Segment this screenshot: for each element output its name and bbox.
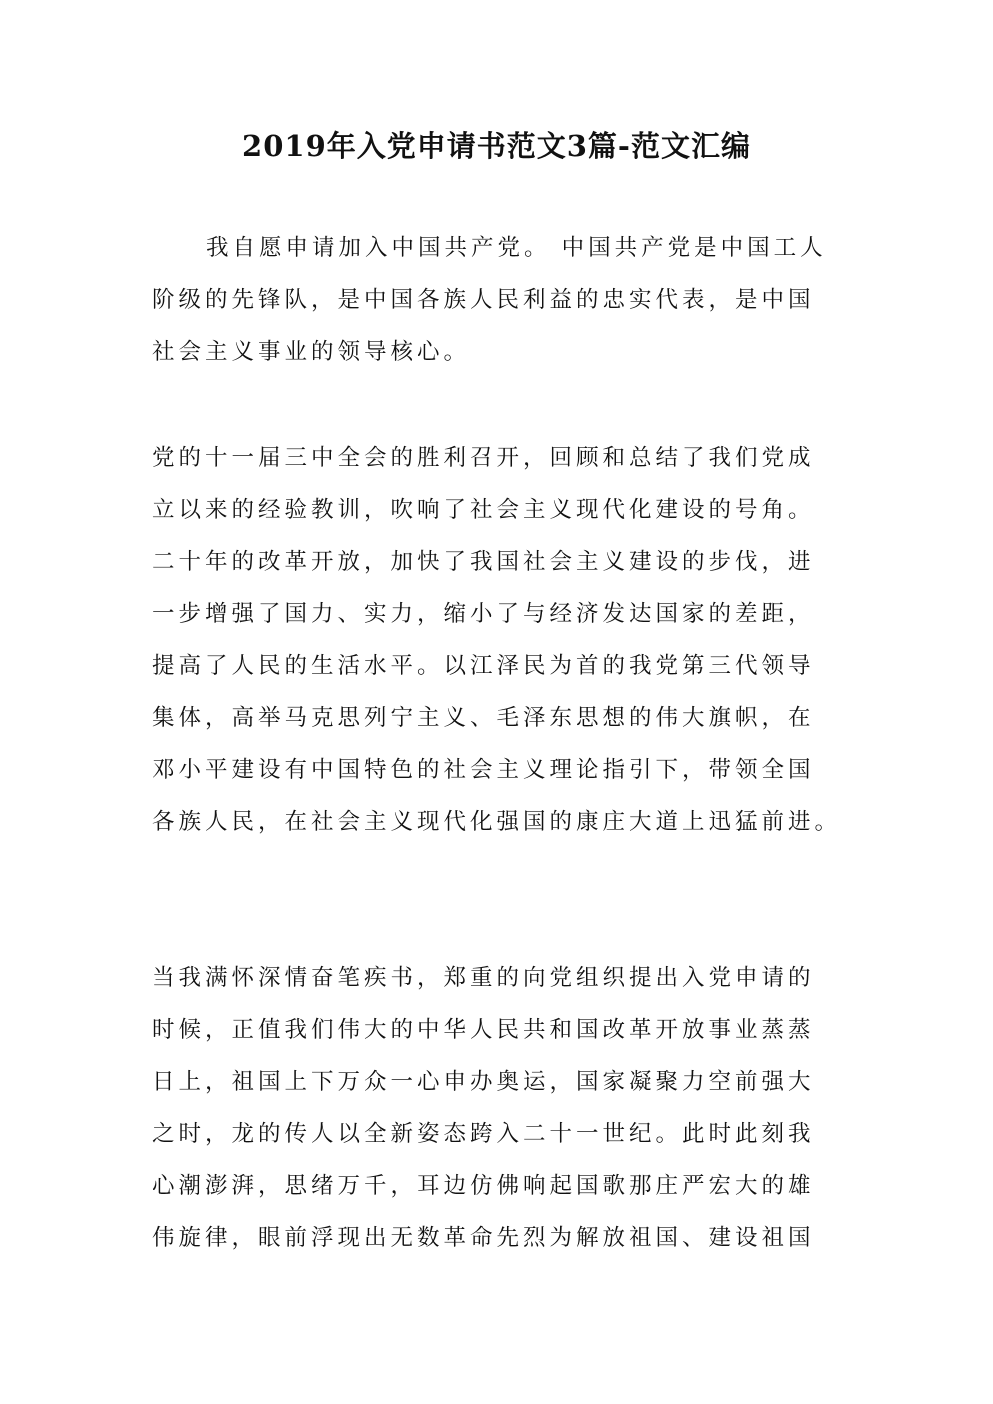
document-title: 2019年入党申请书范文3篇-范文汇编 xyxy=(242,129,751,163)
paragraph-line: 社会主义事业的领导核心。 xyxy=(152,339,471,365)
paragraph-line: 集体，高举马克思列宁主义、毛泽东思想的伟大旗帜，在 xyxy=(152,705,815,731)
paragraph-3 xyxy=(152,952,842,1264)
paragraph-line: 当我满怀深情奋笔疾书，郑重的向党组织提出入党申请的 xyxy=(152,965,815,991)
paragraph-2 xyxy=(152,432,842,848)
paragraph-line: 一步增强了国力、实力，缩小了与经济发达国家的差距， xyxy=(152,601,815,627)
paragraph-line: 邓小平建设有中国特色的社会主义理论指引下，带领全国 xyxy=(152,757,815,783)
paragraph-line: 心潮澎湃，思绪万千，耳边仿佛响起国歌那庄严宏大的雄 xyxy=(152,1173,815,1199)
paragraph-line: 立以来的经验教训，吹响了社会主义现代化建设的号角。 xyxy=(152,497,815,523)
paragraph-line: 时候，正值我们伟大的中华人民共和国改革开放事业蒸蒸 xyxy=(152,1017,815,1043)
paragraph-line: 二十年的改革开放，加快了我国社会主义建设的步伐，进 xyxy=(152,549,815,575)
paragraph-line: 日上，祖国上下万众一心申办奥运，国家凝聚力空前强大 xyxy=(152,1069,815,1095)
paragraph-line: 提高了人民的生活水平。以江泽民为首的我党第三代领导 xyxy=(152,653,815,679)
paragraph-line: 伟旋律，眼前浮现出无数革命先烈为解放祖国、建设祖国 xyxy=(152,1225,815,1251)
paragraph-line: 我自愿申请加入中国共产党。 中国共产党是中国工人 xyxy=(206,235,827,261)
paragraph-line: 之时，龙的传人以全新姿态跨入二十一世纪。此时此刻我 xyxy=(152,1121,815,1147)
paragraph-line: 阶级的先锋队，是中国各族人民利益的忠实代表，是中国 xyxy=(152,287,815,313)
paragraph-line: 各族人民，在社会主义现代化强国的康庄大道上迅猛前进。 xyxy=(152,809,842,835)
paragraph-1 xyxy=(152,222,842,378)
paragraph-line: 党的十一届三中全会的胜利召开，回顾和总结了我们党成 xyxy=(152,445,815,471)
